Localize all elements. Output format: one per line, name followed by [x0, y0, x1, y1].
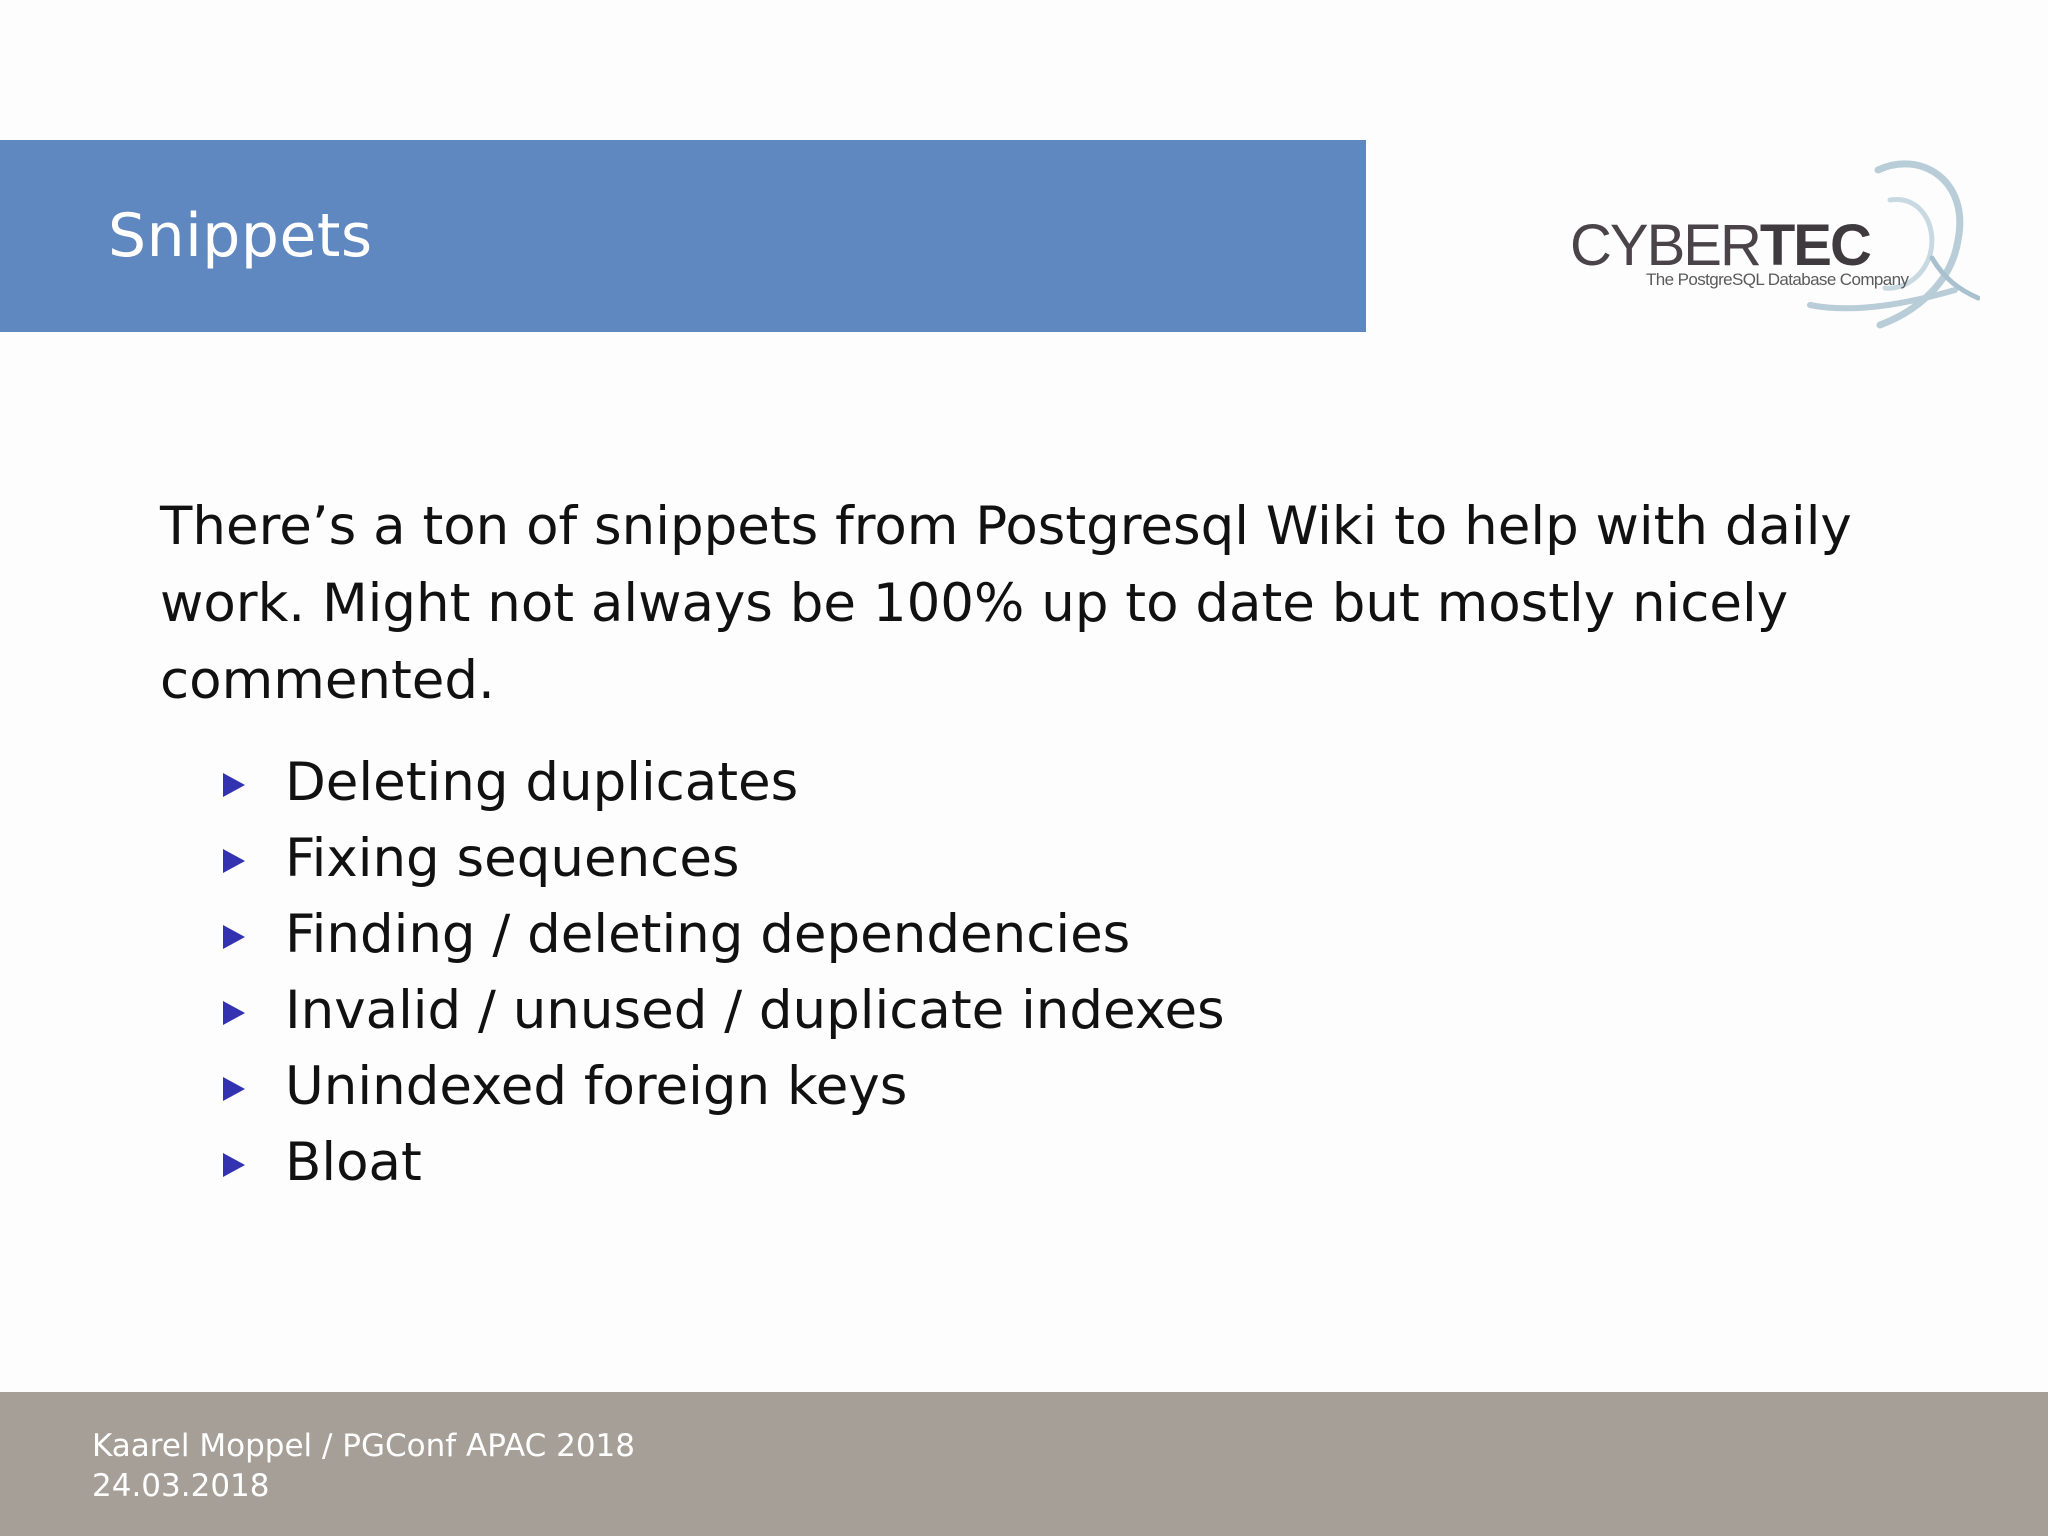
slide-title: Snippets — [108, 201, 373, 271]
logo-wordmark-light: CYBER — [1570, 213, 1760, 278]
list-item — [160, 1049, 1880, 1125]
list-item — [160, 745, 1880, 821]
list-item-label: Fixing sequences — [285, 828, 740, 889]
logo-wordmark — [1570, 212, 1870, 279]
list-item-label: Unindexed foreign keys — [285, 1056, 908, 1117]
bullet-list — [160, 745, 1880, 1201]
list-item — [160, 897, 1880, 973]
title-bar — [0, 140, 1366, 332]
triangle-bullet-icon — [223, 849, 245, 873]
logo-wordmark-bold: TEC — [1759, 213, 1870, 278]
list-item — [160, 821, 1880, 897]
slide-body — [160, 488, 1880, 1201]
intro-paragraph: There’s a ton of snippets from Postgresql Wiki to help with daily work. Might not always be 100% up to date but mostly nicely commented. — [160, 496, 1852, 711]
footer-bar — [0, 1392, 2048, 1536]
list-item-label: Finding / deleting dependencies — [285, 904, 1131, 965]
list-item-label: Bloat — [285, 1132, 422, 1193]
list-item — [160, 973, 1880, 1049]
logo-tagline: The PostgreSQL Database Company — [1646, 270, 1909, 289]
list-item-label: Invalid / unused / duplicate indexes — [285, 980, 1225, 1041]
triangle-bullet-icon — [223, 925, 245, 949]
triangle-bullet-icon — [223, 1001, 245, 1025]
footer-author-event: Kaarel Moppel / PGConf APAC 2018 — [92, 1428, 635, 1464]
triangle-bullet-icon — [223, 1077, 245, 1101]
footer-date: 24.03.2018 — [92, 1468, 270, 1504]
list-item — [160, 1125, 1880, 1201]
cybertec-logo — [1560, 140, 1980, 340]
triangle-bullet-icon — [223, 773, 245, 797]
list-item-label: Deleting duplicates — [285, 752, 799, 813]
triangle-bullet-icon — [223, 1153, 245, 1177]
